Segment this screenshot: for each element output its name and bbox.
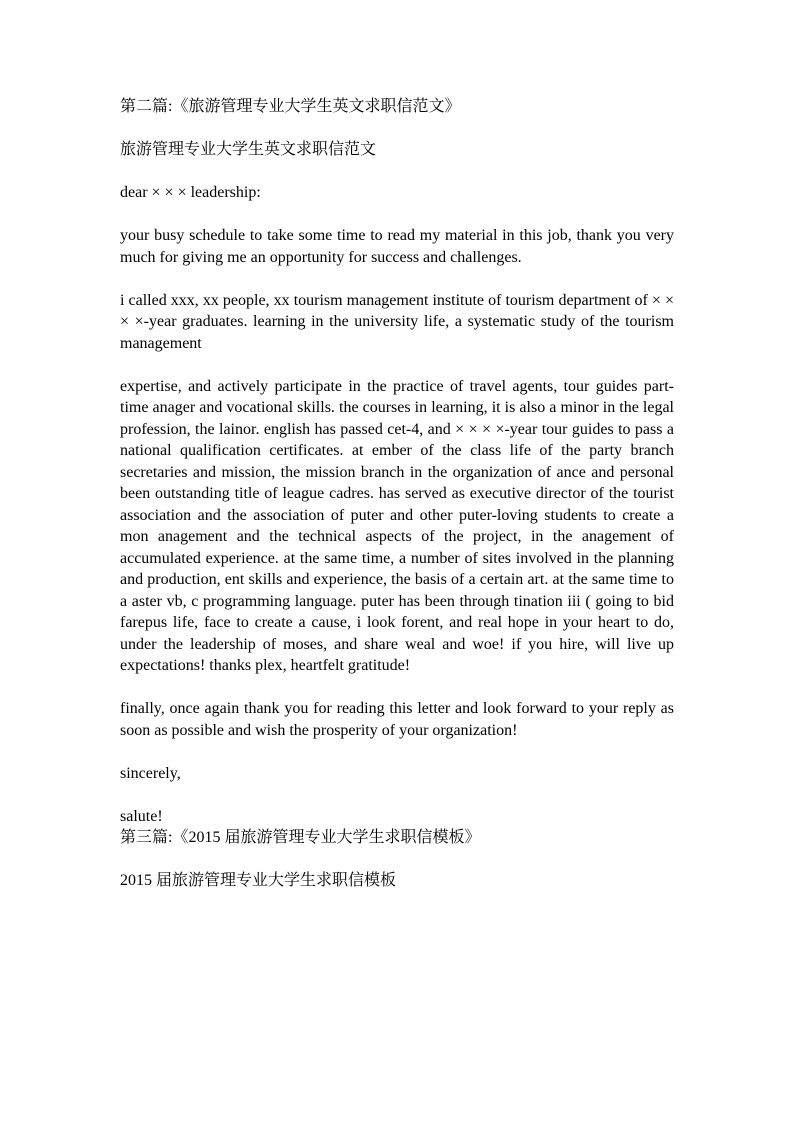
letter-paragraph-3: expertise, and actively participate in the practice of travel agents, tour guides part-time anager and vocational skills. the courses in learning, it is also a minor in the legal profession, the lainor. english has passed cet-4, and × × × ×-year tour guides to pass a national qualification certificates. at ember of the class life of the party branch secretaries and mission, the mission branch in the organization of ance and personal been outstanding title of league cadres. has served as executive director of the tourist association and the association of puter and other puter-loving students to create a mon anagement and the technical aspects of the project, in the anagement of accumulated experience. at the same time, a number of sites involved in the planning and production, ent skills and experience, the basis of a certain art. at the same time to a aster vb, c programming language. puter has been through tination iii ( going to bid farepus life, face to create a cause, i look forent, and real hope in your heart to do, under the leadership of moses, and share weal and woe! if you hire, will live up expectations! thanks plex, heartfelt gratitude! (120, 377, 674, 674)
document-body (120, 96, 674, 892)
section-title-part2: 旅游管理专业大学生英文求职信范文 (120, 141, 377, 158)
section-heading-part3: 第三篇:《2015 届旅游管理专业大学生求职信模板》 (120, 829, 481, 846)
letter-salutation: dear × × × leadership: (120, 184, 261, 201)
section-heading-part2: 第二篇:《旅游管理专业大学生英文求职信范文》 (120, 98, 461, 115)
letter-paragraph-4: finally, once again thank you for reading this letter and look forward to your reply as soon as possible and wish the prosperity of your organization! (120, 700, 674, 739)
letter-salute: salute! (120, 807, 163, 825)
letter-paragraph-1: your busy schedule to take some time to read my material in this job, thank you very much for giving me an opportunity for success and challenges. (120, 227, 674, 266)
letter-paragraph-2: i called xxx, xx people, xx tourism management institute of tourism department of × × × ×-year graduates. learning in the university life, a systematic study of the tourism management (120, 291, 674, 352)
letter-closing: sincerely, (120, 764, 181, 782)
section-title-part3: 2015 届旅游管理专业大学生求职信模板 (120, 872, 397, 889)
